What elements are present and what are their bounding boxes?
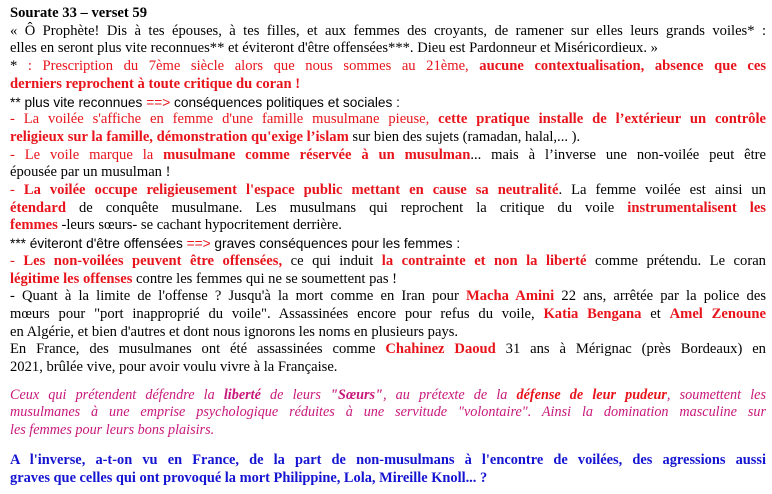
note2-item1-a: - La voilée s'affiche en femme d'une famille musulmane pieuse, (10, 111, 439, 128)
note1-line-1 (10, 58, 766, 76)
note3-heading (10, 235, 766, 253)
note3-item1-e: comme prétendu. Le coran (586, 252, 766, 269)
note2-item2-line-1 (10, 147, 766, 165)
note2-item3-line-3 (10, 217, 766, 235)
italic-b: liberté (223, 386, 261, 403)
note2-item3-line-2 (10, 200, 766, 218)
italic-line-1 (10, 387, 766, 405)
note2-item2-c: ... mais à l’inverse une non-voilée peut être (470, 146, 766, 163)
note1-intro: : Prescription du 7ème siècle alors que nous sommes au 21ème, (17, 58, 480, 75)
note3-item2-line-1 (10, 288, 766, 306)
italic-c: de leurs (260, 386, 331, 403)
note2-item1-c: religieux sur la famille, démonstration qu'exige l’islam (10, 128, 349, 145)
note3-item2-c: 22 ans, arrêtée par la police des (554, 288, 766, 305)
note2-item3-g: femmes (10, 217, 58, 234)
note3-item3-c: 31 ans à Mérignac (près Bordeaux) en (495, 341, 766, 358)
note2-item1-b: cette pratique installe de l’extérieur un contrôle (438, 111, 767, 128)
italic-line-3: les femmes pour leurs bons plaisirs. (10, 422, 215, 439)
italic-e: , au prétexte de la (382, 386, 517, 403)
note3-item2-b: Macha Amini (465, 288, 555, 305)
verse-line-2 (10, 40, 766, 58)
note3-item2-a: - Quant à la limite de l'offense ? Jusqu'à la mort comme en Iran pour (10, 288, 466, 305)
note2-item3-e: de conquête musulmane. Les musulmans qui reprochent la critique du voile (65, 199, 628, 216)
note3-item2-f: et (641, 305, 670, 322)
note3-item2-d: mœurs pour "port inapproprié du voile". Assassinées encore pour refus du voile, (10, 305, 544, 322)
note3-item3-line-1 (10, 341, 766, 359)
note2-item3-a: - (10, 182, 24, 199)
note1-bold-2: derniers reprochent à toute critique du coran ! (10, 75, 301, 92)
note3-arrow: ==> (186, 236, 211, 252)
note3-item2-line-2 (10, 306, 766, 324)
verse-text-1: « Ô Prophète! Dis à tes épouses, à tes filles, et aux femmes des croyants, de ramener sur elles leurs grands voiles* : (10, 22, 766, 39)
note2-item2-a: - Le voile marque la (10, 146, 164, 163)
italic-g: , soumettent les (666, 386, 766, 403)
note3-item1-g: contre les femmes qui ne se soumettent pas ! (132, 270, 398, 287)
note2-head: ** plus vite reconnues (10, 94, 147, 110)
note2-item3-b: La voilée occupe religieusement l'espace public mettant en cause sa neutralité (23, 182, 559, 199)
note3-item1-c: ce qui induit (282, 252, 382, 269)
note1-bold-1: aucune contextualisation, absence que ces (479, 58, 766, 75)
final-line-2: graves que celles qui ont provoqué la mort Philippine, Lola, Mireille Knoll... ? (10, 469, 488, 486)
note3-item1-f: légitime les offenses (10, 270, 133, 287)
note1-star: * (10, 58, 18, 75)
note3-item2-e: Katia Bengana (543, 305, 642, 322)
note3-item3-line-2: 2021, brûlée vive, pour avoir voulu vivre à la Française. (10, 359, 338, 376)
note3-item3-a: En France, des musulmanes ont été assassinées comme (10, 341, 386, 358)
note2-item1-d: sur bien des sujets (ramadan, halal,... ). (348, 128, 581, 145)
note2-item3-f: instrumentalisent les (627, 199, 766, 216)
note2-item3-line-1 (10, 182, 766, 200)
note3-tail: graves conséquences pour les femmes : (210, 236, 461, 252)
note3-item1-line-1 (10, 253, 766, 271)
italic-a: Ceux qui prétendent défendre la (10, 386, 224, 403)
note3-item1-d: la contrainte et non la liberté (381, 252, 587, 269)
note2-item2-line-2: épousée par un musulman ! (10, 164, 171, 181)
note2-item2-b: musulmane comme réservée à un musulman (163, 146, 471, 163)
verse-line-1 (10, 23, 766, 41)
verse-title: Sourate 33 – verset 59 (10, 5, 147, 21)
note3-item1-a: - (10, 252, 24, 269)
note2-heading (10, 94, 766, 112)
note2-item1-line-1 (10, 111, 766, 129)
italic-line-2: musulmanes à une emprise psychologique réduites à une servitude "volontaire". Ainsi la domination masculine sur (10, 404, 766, 421)
italic-f: défense de leur pudeur (516, 386, 667, 403)
note3-item1-b: Les non-voilées peuvent être offensées, (23, 252, 283, 269)
note3-head: *** éviteront d'être offensées (10, 236, 187, 252)
note3-item2-line-3: en Algérie, et bien d'autres et dont nous ignorons les noms en plusieurs pays. (10, 323, 459, 340)
final-question (10, 452, 766, 487)
italic-d: "Sœurs" (330, 386, 383, 403)
verse-text-2: elles en seront plus vite reconnues** et éviteront d'être offensées***. Dieu est Pardonneur et Miséricordieux. » (10, 40, 658, 57)
note2-item3-h: -leurs sœurs- se cachant hypocritement derrière. (57, 217, 342, 234)
document-body (10, 5, 766, 487)
note2-tail: conséquences politiques et sociales : (170, 94, 400, 110)
note3-item1-line-2 (10, 271, 766, 289)
note3-item3-b: Chahinez Daoud (385, 341, 496, 358)
note3-item2-g: Amel Zenoune (669, 305, 766, 322)
note2-arrow: ==> (146, 94, 171, 110)
note2-item3-d: étendard (10, 199, 66, 216)
final-line-1: A l'inverse, a-t-on vu en France, de la part de non-musulmans à l'encontre de voilées, des agressions aussi (10, 451, 766, 468)
note2-item3-c: . La femme voilée est ainsi un (558, 182, 766, 199)
note2-item1-line-2 (10, 129, 766, 147)
italic-paragraph (10, 387, 766, 440)
